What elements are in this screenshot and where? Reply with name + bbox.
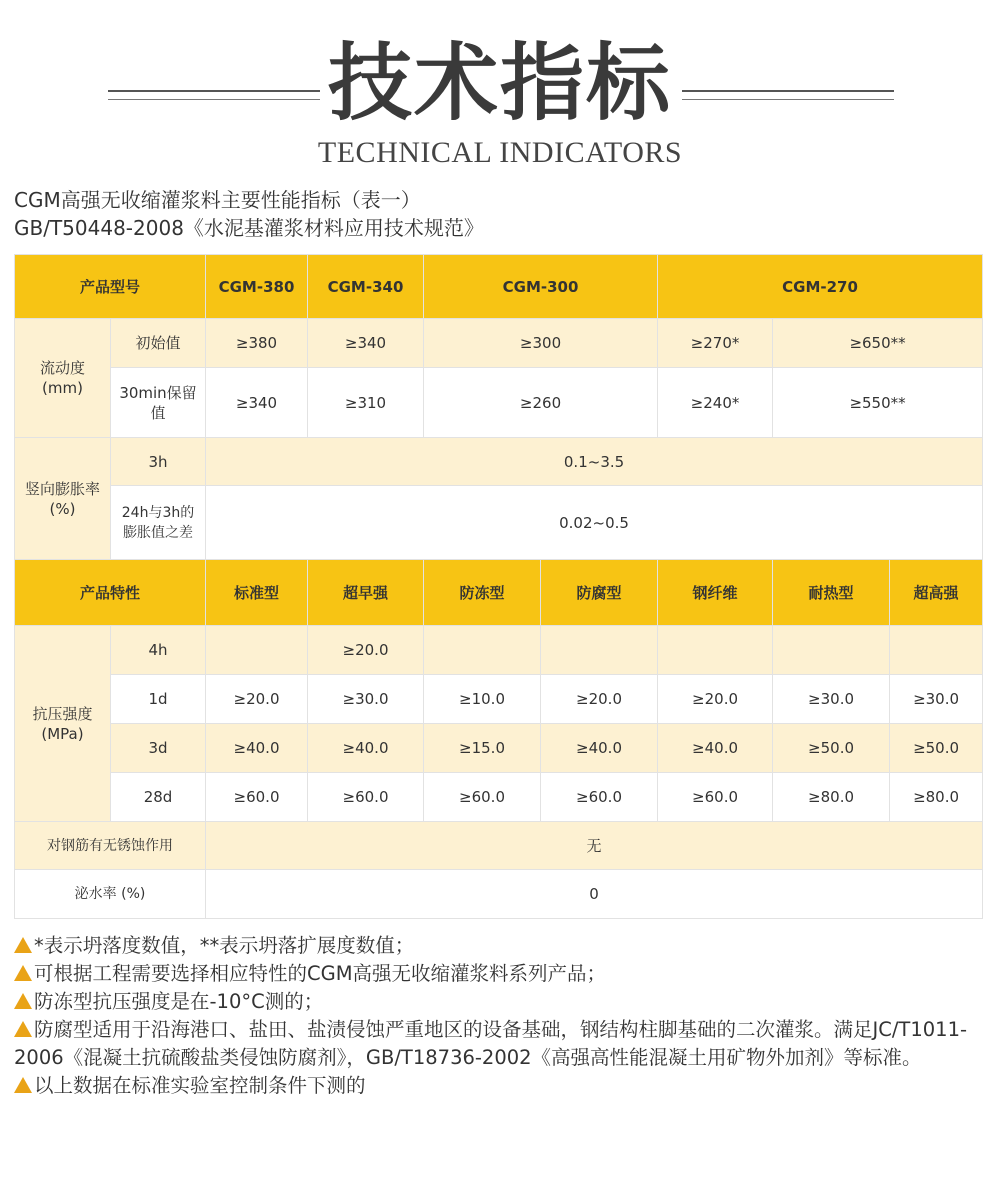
- strength-3d-cell: ≥40.0: [308, 724, 424, 773]
- strength-1d-cell: ≥10.0: [424, 675, 541, 724]
- strength-4h-row: [15, 626, 983, 675]
- warning-triangle-icon: [14, 1077, 32, 1093]
- type-steel-fiber: 钢纤维: [658, 560, 773, 626]
- page-title-english: TECHNICAL INDICATORS: [317, 136, 683, 169]
- flow-label: 流动度 (mm): [15, 319, 111, 438]
- strength-1d-cell: ≥30.0: [773, 675, 890, 724]
- type-heat-resistant: 耐热型: [773, 560, 890, 626]
- strength-4h-cell: [658, 626, 773, 675]
- strength-sub-28d: 28d: [111, 773, 206, 822]
- model-cgm-340: CGM-340: [308, 255, 424, 319]
- table-standard: GB/T50448-2008《水泥基灌浆材料应用技术规范》: [14, 216, 484, 240]
- strength-3d-row: [15, 724, 983, 773]
- model-cgm-270: CGM-270: [658, 255, 983, 319]
- strength-4h-cell: [890, 626, 983, 675]
- type-early-strength: 超早强: [308, 560, 424, 626]
- flow-30min-340: ≥310: [308, 368, 424, 438]
- strength-sub-4h: 4h: [111, 626, 206, 675]
- expansion-diff-row: [15, 486, 983, 560]
- model-cgm-380: CGM-380: [206, 255, 308, 319]
- bleeding-label: 泌水率 (%): [15, 870, 206, 919]
- warning-triangle-icon: [14, 937, 32, 953]
- type-anticorrosion: 防腐型: [541, 560, 658, 626]
- strength-28d-cell: ≥60.0: [308, 773, 424, 822]
- note-text: *表示坍落度数值，**表示坍落扩展度数值；: [34, 934, 415, 957]
- type-ultra-high: 超高强: [890, 560, 983, 626]
- flow-30min-270-slump: ≥240*: [658, 368, 773, 438]
- expansion-3h-row: [15, 438, 983, 486]
- expansion-diff-value: 0.02~0.5: [206, 486, 983, 560]
- flow-initial-340: ≥340: [308, 319, 424, 368]
- strength-sub-3d: 3d: [111, 724, 206, 773]
- strength-4h-cell: [773, 626, 890, 675]
- warning-triangle-icon: [14, 993, 32, 1009]
- spec-table: [14, 254, 983, 919]
- flow-initial-270-spread: ≥650**: [773, 319, 983, 368]
- model-header-row: [15, 255, 983, 319]
- note-text: 以上数据在标准实验室控制条件下测的: [34, 1074, 366, 1097]
- model-header-label: 产品型号: [15, 255, 206, 319]
- page-title: 技术指标: [327, 34, 672, 132]
- strength-1d-cell: ≥20.0: [658, 675, 773, 724]
- flow-sub-initial: 初始值: [111, 319, 206, 368]
- flow-30min-300: ≥260: [424, 368, 658, 438]
- strength-4h-cell: ≥20.0: [308, 626, 424, 675]
- model-cgm-300: CGM-300: [424, 255, 658, 319]
- table-caption: CGM高强无收缩灌浆料主要性能指标（表一）: [14, 188, 421, 212]
- note-text: 防腐型适用于沿海港口、盐田、盐渍侵蚀严重地区的设备基础，钢结构柱脚基础的二次灌浆。满足JC/T1011-2006《混凝土抗硫酸盐类侵蚀防腐剂》，GB/T18736-2002《高强高性能混凝土用矿物外加剂》等标准。: [14, 1018, 968, 1069]
- strength-28d-cell: ≥60.0: [424, 773, 541, 822]
- type-header-row: [15, 560, 983, 626]
- flow-30min-380: ≥340: [206, 368, 308, 438]
- strength-4h-cell: [206, 626, 308, 675]
- strength-1d-cell: ≥30.0: [890, 675, 983, 724]
- strength-3d-cell: ≥50.0: [773, 724, 890, 773]
- flow-initial-380: ≥380: [206, 319, 308, 368]
- strength-1d-row: [15, 675, 983, 724]
- corrosion-row: [15, 822, 983, 870]
- corrosion-label: 对钢筋有无锈蚀作用: [15, 822, 206, 870]
- bleeding-row: [15, 870, 983, 919]
- expansion-sub-3h: 3h: [111, 438, 206, 486]
- strength-3d-cell: ≥50.0: [890, 724, 983, 773]
- strength-sub-1d: 1d: [111, 675, 206, 724]
- strength-1d-cell: ≥30.0: [308, 675, 424, 724]
- strength-28d-cell: ≥80.0: [890, 773, 983, 822]
- strength-28d-cell: ≥60.0: [206, 773, 308, 822]
- strength-3d-cell: ≥15.0: [424, 724, 541, 773]
- strength-4h-cell: [541, 626, 658, 675]
- strength-28d-row: [15, 773, 983, 822]
- flow-initial-row: [15, 319, 983, 368]
- note-item: [14, 988, 982, 1016]
- strength-28d-cell: ≥60.0: [658, 773, 773, 822]
- flow-30min-270-spread: ≥550**: [773, 368, 983, 438]
- type-header-label: 产品特性: [15, 560, 206, 626]
- note-text: 可根据工程需要选择相应特性的CGM高强无收缩灌浆料系列产品；: [34, 962, 607, 985]
- strength-1d-cell: ≥20.0: [541, 675, 658, 724]
- strength-3d-cell: ≥40.0: [658, 724, 773, 773]
- note-item: [14, 1072, 982, 1100]
- flow-initial-300: ≥300: [424, 319, 658, 368]
- strength-3d-cell: ≥40.0: [541, 724, 658, 773]
- strength-4h-cell: [424, 626, 541, 675]
- note-text: 防冻型抗压强度是在-10°C测的；: [34, 990, 324, 1013]
- flow-initial-270-slump: ≥270*: [658, 319, 773, 368]
- expansion-label: 竖向膨胀率 (%): [15, 438, 111, 560]
- strength-28d-cell: ≥60.0: [541, 773, 658, 822]
- strength-label: 抗压强度 (MPa): [15, 626, 111, 822]
- page-header: [0, 0, 1000, 180]
- type-antifreeze: 防冻型: [424, 560, 541, 626]
- expansion-sub-diff: 24h与3h的膨胀值之差: [111, 486, 206, 560]
- strength-3d-cell: ≥40.0: [206, 724, 308, 773]
- warning-triangle-icon: [14, 965, 32, 981]
- bleeding-value: 0: [206, 870, 983, 919]
- flow-sub-30min: 30min保留值: [111, 368, 206, 438]
- notes-list: [14, 932, 982, 1100]
- corrosion-value: 无: [206, 822, 983, 870]
- strength-1d-cell: ≥20.0: [206, 675, 308, 724]
- note-item: [14, 932, 982, 960]
- note-item: [14, 960, 982, 988]
- type-standard: 标准型: [206, 560, 308, 626]
- strength-28d-cell: ≥80.0: [773, 773, 890, 822]
- expansion-3h-value: 0.1~3.5: [206, 438, 983, 486]
- flow-30min-row: [15, 368, 983, 438]
- note-item: [14, 1016, 982, 1072]
- warning-triangle-icon: [14, 1021, 32, 1037]
